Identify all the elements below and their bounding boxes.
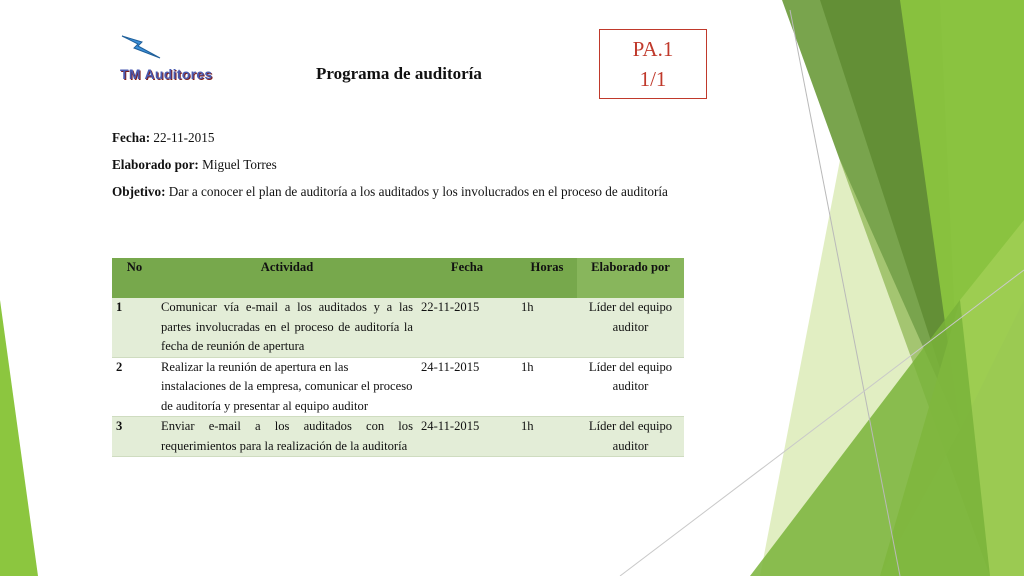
cell-date: 24-11-2015 (417, 417, 517, 457)
cell-prepared-by: Líder del equipo auditor (577, 357, 684, 417)
logo-text: TM Auditores (120, 66, 213, 82)
date-value: 22-11-2015 (153, 130, 215, 145)
table-row (112, 357, 684, 417)
author-line (112, 157, 277, 173)
company-logo (116, 30, 256, 90)
cell-date: 24-11-2015 (417, 357, 517, 417)
cell-hours: 1h (517, 417, 577, 457)
cell-prepared-by: Líder del equipo auditor (577, 417, 684, 457)
document-code: PA.1 (632, 37, 674, 61)
cell-hours: 1h (517, 298, 577, 357)
col-header-no: No (112, 258, 157, 298)
table-row (112, 298, 684, 357)
cell-activity: Realizar la reunión de apertura en las instalaciones de la empresa, comunicar el proceso de auditoría y presentar al equipo auditor (157, 357, 417, 417)
cell-date: 22-11-2015 (417, 298, 517, 357)
cell-hours: 1h (517, 357, 577, 417)
lightning-bolt-icon (120, 34, 164, 62)
cell-activity: Enviar e-mail a los auditados con los requerimientos para la realización de la auditoría (157, 417, 417, 457)
objective-label: Objetivo: (112, 184, 166, 199)
audit-plan-table (112, 258, 684, 457)
page-number: 1/1 (639, 67, 667, 91)
cell-no: 1 (112, 298, 157, 357)
date-label: Fecha: (112, 130, 151, 145)
table-header-row (112, 258, 684, 298)
cell-no: 3 (112, 417, 157, 457)
col-header-activity: Actividad (157, 258, 417, 298)
author-value: Miguel Torres (202, 157, 277, 172)
cell-no: 2 (112, 357, 157, 417)
cell-activity: Comunicar vía e-mail a los auditados y a las partes involucradas en el proceso de auditoría la fecha de reunión de apertura (157, 298, 417, 357)
col-header-hours: Horas (517, 258, 577, 298)
objective-value: Dar a conocer el plan de auditoría a los auditados y los involucrados en el proceso de auditoría (168, 184, 668, 199)
cell-prepared-by: Líder del equipo auditor (577, 298, 684, 357)
table-row (112, 417, 684, 457)
col-header-prepared-by: Elaborado por (577, 258, 684, 298)
page-title: Programa de auditoría (316, 64, 482, 83)
left-green-triangle (0, 300, 38, 576)
objective-line (112, 182, 684, 202)
document-code-box (599, 29, 707, 99)
author-label: Elaborado por: (112, 157, 199, 172)
col-header-date: Fecha (417, 258, 517, 298)
date-line (112, 130, 214, 146)
